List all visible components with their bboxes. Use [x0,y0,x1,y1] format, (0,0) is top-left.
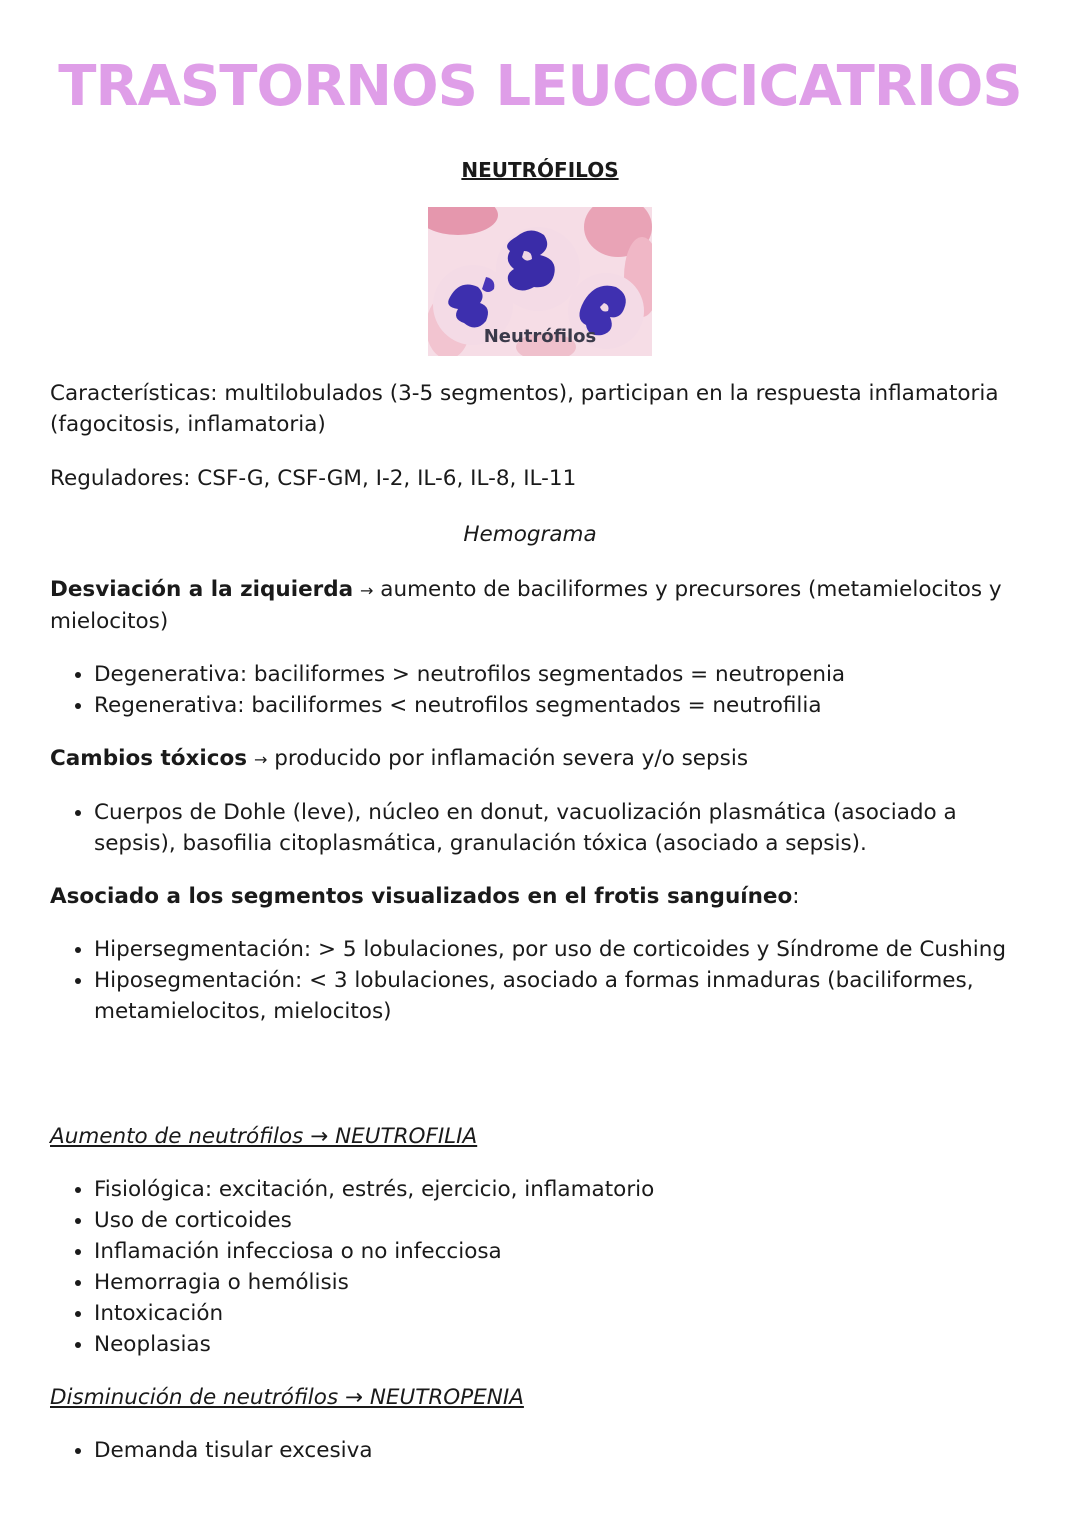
list-item: • Cuerpos de Dohle (leve), núcleo en donut, vacuolización plasmática (asociado a sepsis), basofilia citoplasmática, granulación tóxica (asociado a sepsis). [94,797,1010,859]
list-item: • Inflamación infecciosa o no infecciosa [94,1236,1010,1267]
neutropenia-list [50,1435,1010,1466]
list-item: • Hiposegmentación: < 3 lobulaciones, asociado a formas inmaduras (baciliformes, metamielocitos, mielocitos) [94,965,1010,1027]
left-shift-paragraph [50,574,1010,637]
toxic-changes-paragraph [50,743,1010,775]
hemogram-subheading: Hemograma [463,522,597,547]
segments-term: Asociado a los segmentos visualizados en el frotis sanguíneo [50,884,793,909]
section-title: NEUTRÓFILOS [461,158,619,182]
list-item: • Neoplasias [94,1329,1010,1360]
document-body [50,378,1010,1488]
left-shift-text: aumento de baciliformes y precursores (metamielocitos y mielocitos) [50,577,1002,634]
document-title: TRASTORNOS LEUCOCICATRIOS [58,54,1022,119]
segments-paragraph [50,881,1010,912]
neutrophilia-list [50,1174,1010,1360]
list-item: • Regenerativa: baciliformes < neutrofilos segmentados = neutrofilia [94,690,1010,721]
figure-caption: Neutrófilos [483,326,597,347]
spacer [50,1049,1010,1121]
list-item: • Fisiológica: excitación, estrés, ejercicio, inflamatorio [94,1174,1010,1205]
left-shift-term: Desviación a la ziquierda [50,577,354,602]
segments-list [50,934,1010,1027]
neutrophils-image [428,207,652,356]
list-item: • Degenerativa: baciliformes > neutrofilos segmentados = neutropenia [94,659,1010,690]
neutrophilia-heading: Aumento de neutrófilos → NEUTROFILIA [50,1124,478,1149]
list-item: • Intoxicación [94,1298,1010,1329]
toxic-changes-list [50,797,1010,859]
arrow-icon: → [253,750,268,769]
regulators-paragraph: Reguladores: CSF-G, CSF-GM, I-2, IL-6, IL-8, IL-11 [50,466,577,491]
left-shift-list [50,659,1010,721]
list-item: • Uso de corticoides [94,1205,1010,1236]
neutropenia-heading: Disminución de neutrófilos → NEUTROPENIA [50,1385,524,1410]
segments-suffix: : [792,884,800,909]
list-item: • Hemorragia o hemólisis [94,1267,1010,1298]
toxic-changes-term: Cambios tóxicos [50,746,248,771]
toxic-changes-text: producido por inflamación severa y/o sepsis [274,746,749,771]
list-item: • Hipersegmentación: > 5 lobulaciones, por uso de corticoides y Síndrome de Cushing [94,934,1010,965]
characteristics-paragraph: Características: multilobulados (3-5 segmentos), participan en la respuesta inflamatoria (fagocitosis, inflamatoria) [50,381,999,437]
list-item: • Demanda tisular excesiva [94,1435,1010,1466]
arrow-icon: → [360,581,374,600]
